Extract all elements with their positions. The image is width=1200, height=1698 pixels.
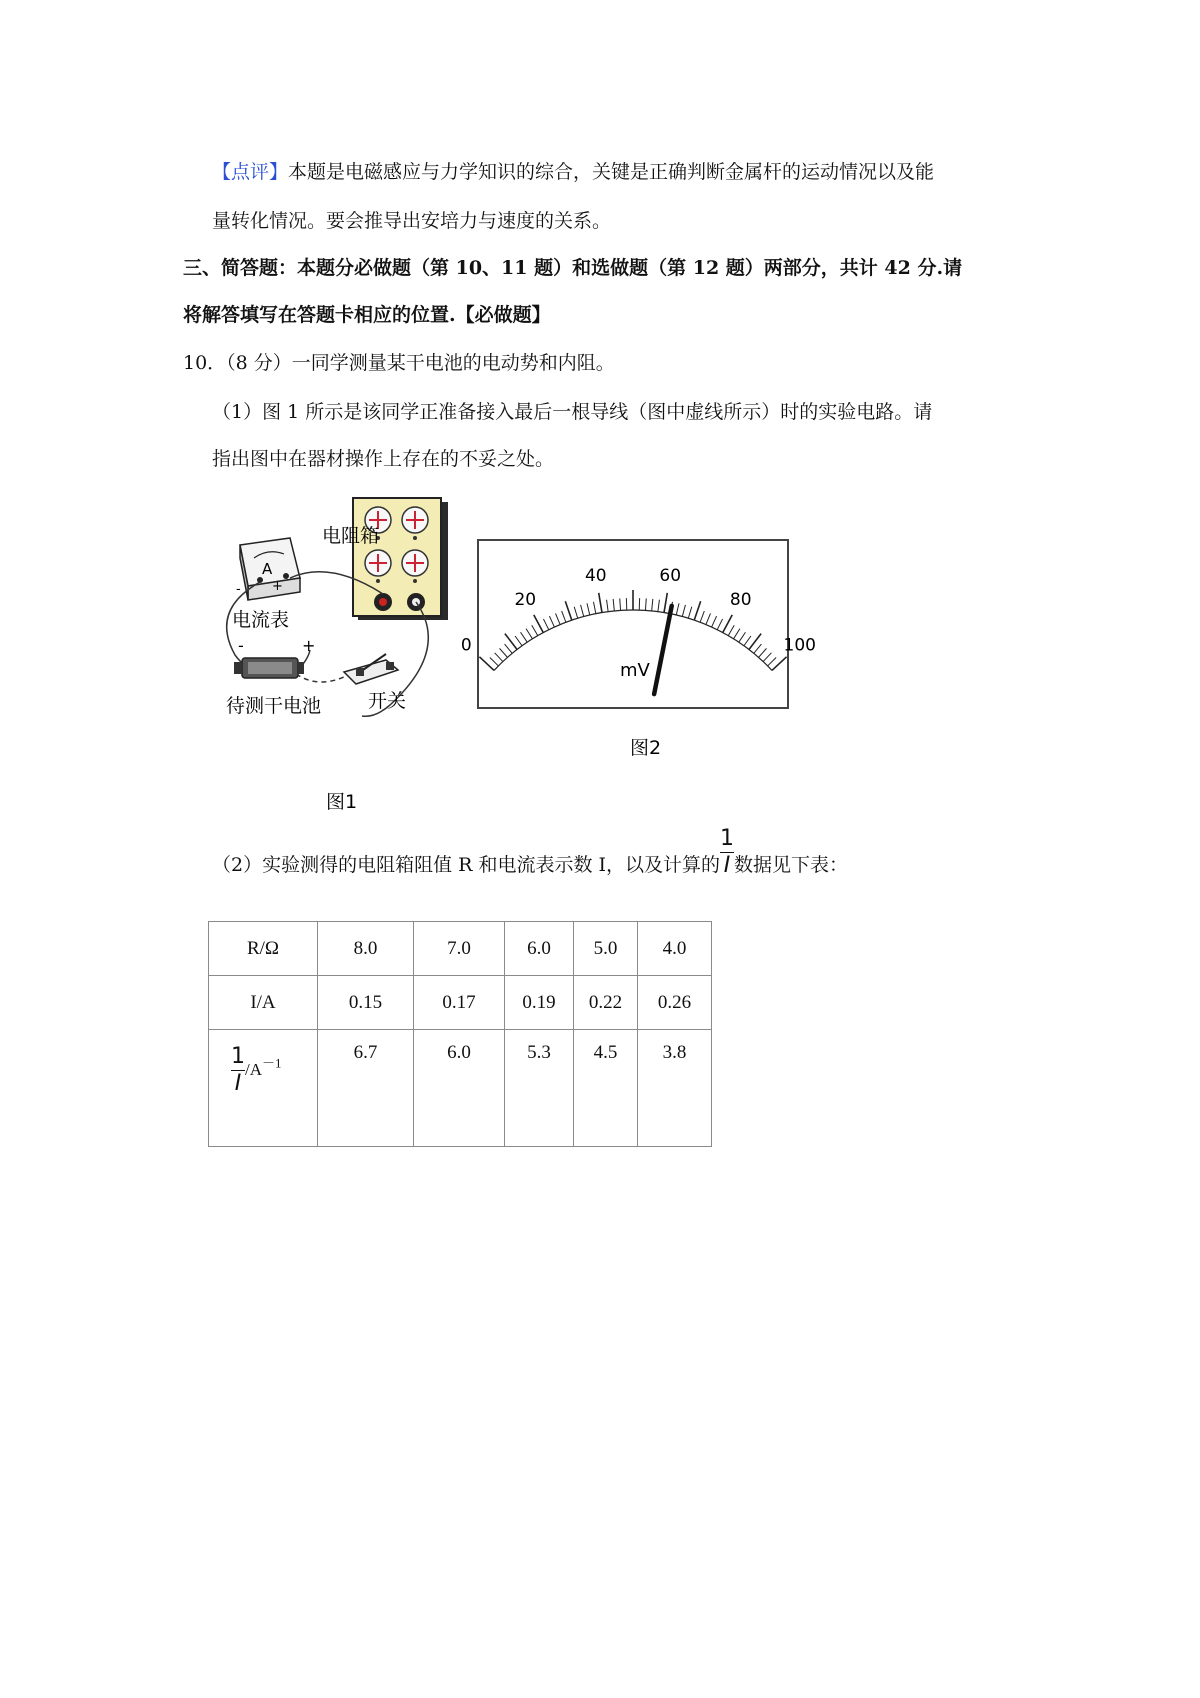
cell-I-4: 0.26: [638, 976, 712, 1030]
cell-R-1: 7.0: [414, 922, 505, 976]
figure-2-meter: [460, 535, 816, 765]
row-label-R: R/Ω: [209, 922, 318, 976]
battery-minus: -: [238, 636, 244, 655]
label-battery: 待测干电池: [226, 695, 322, 717]
label-switch: 开关: [368, 690, 407, 712]
meter-label: 100: [783, 635, 816, 656]
table-row-invI: [209, 1030, 712, 1147]
resistor-box-icon: [353, 498, 448, 620]
part1-line-2: 指出图中在器材操作上存在的不妥之处。: [212, 448, 555, 470]
meter-unit: mV: [620, 660, 650, 681]
label-resistor-box: 电阻箱: [322, 525, 380, 547]
fraction-numerator: 1: [720, 825, 735, 851]
row-label-exponent: －1: [262, 1055, 282, 1071]
battery-icon: [234, 658, 304, 678]
switch-icon: [344, 654, 398, 684]
comment-line-1: [212, 157, 934, 184]
meter-label: 20: [514, 590, 537, 611]
row-label-unit: /A: [245, 1059, 262, 1079]
data-table: [208, 921, 712, 1147]
dashed-last-wire: [296, 674, 350, 682]
cell-R-3: 5.0: [574, 922, 638, 976]
cell-R-0: 8.0: [318, 922, 414, 976]
meter-label: 80: [729, 590, 752, 611]
battery-plus: +: [302, 636, 316, 655]
comment-line-2: 量转化情况。要会推导出安培力与速度的关系。: [212, 210, 612, 232]
part2-line: [212, 825, 849, 878]
meter-label: 60: [659, 566, 682, 587]
cell-invI-0: 6.7: [318, 1030, 414, 1147]
figure-1-circuit: [210, 490, 460, 820]
table-row-I: [209, 976, 712, 1030]
meter-label: 0: [460, 635, 472, 656]
part2-text-after: 数据见下表：: [734, 854, 849, 876]
cell-I-0: 0.15: [318, 976, 414, 1030]
section-heading-line-1: 三、简答题：本题分必做题（第 10、11 题）和选做题（第 12 题）两部分，共计 42 分.请: [183, 257, 963, 279]
cell-I-2: 0.19: [505, 976, 574, 1030]
meter-frame: [478, 540, 788, 708]
ammeter-minus: -: [236, 582, 241, 597]
cell-invI-3: 4.5: [574, 1030, 638, 1147]
fraction-denominator: I: [723, 852, 731, 878]
part1-line-1: （1）图 1 所示是该同学正准备接入最后一根导线（图中虚线所示）时的实验电路。请: [212, 401, 933, 423]
fraction-1-over-I: [720, 825, 735, 878]
row-label-frac-num: 1: [231, 1044, 245, 1069]
cell-R-2: 6.0: [505, 922, 574, 976]
ammeter-plus: +: [272, 579, 283, 594]
figure-1-caption: 图1: [326, 791, 358, 813]
row-label-invI: [209, 1030, 318, 1147]
row-label-I: I/A: [209, 976, 318, 1030]
comment-text-1: 本题是电磁感应与力学知识的综合，关键是正确判断金属杆的运动情况以及能: [288, 161, 935, 183]
part2-text-before: （2）实验测得的电阻箱阻值 R 和电流表示数 I，以及计算的: [212, 854, 721, 876]
ammeter-symbol: A: [262, 560, 273, 578]
label-ammeter: 电流表: [232, 609, 290, 631]
section-heading-line-2: 将解答填写在答题卡相应的位置.【必做题】: [183, 304, 551, 326]
comment-tag: 【点评】: [212, 161, 289, 183]
cell-R-4: 4.0: [638, 922, 712, 976]
cell-I-1: 0.17: [414, 976, 505, 1030]
figure-2-caption: 图2: [630, 737, 662, 759]
cell-I-3: 0.22: [574, 976, 638, 1030]
cell-invI-2: 5.3: [505, 1030, 574, 1147]
cell-invI-4: 3.8: [638, 1030, 712, 1147]
table-row-R: [209, 922, 712, 976]
cell-invI-1: 6.0: [414, 1030, 505, 1147]
question-stem: 10．（8 分）一同学测量某干电池的电动势和内阻。: [183, 352, 615, 374]
row-label-fraction: [231, 1046, 245, 1095]
row-label-frac-den: I: [234, 1071, 242, 1096]
meter-label: 40: [584, 566, 607, 587]
